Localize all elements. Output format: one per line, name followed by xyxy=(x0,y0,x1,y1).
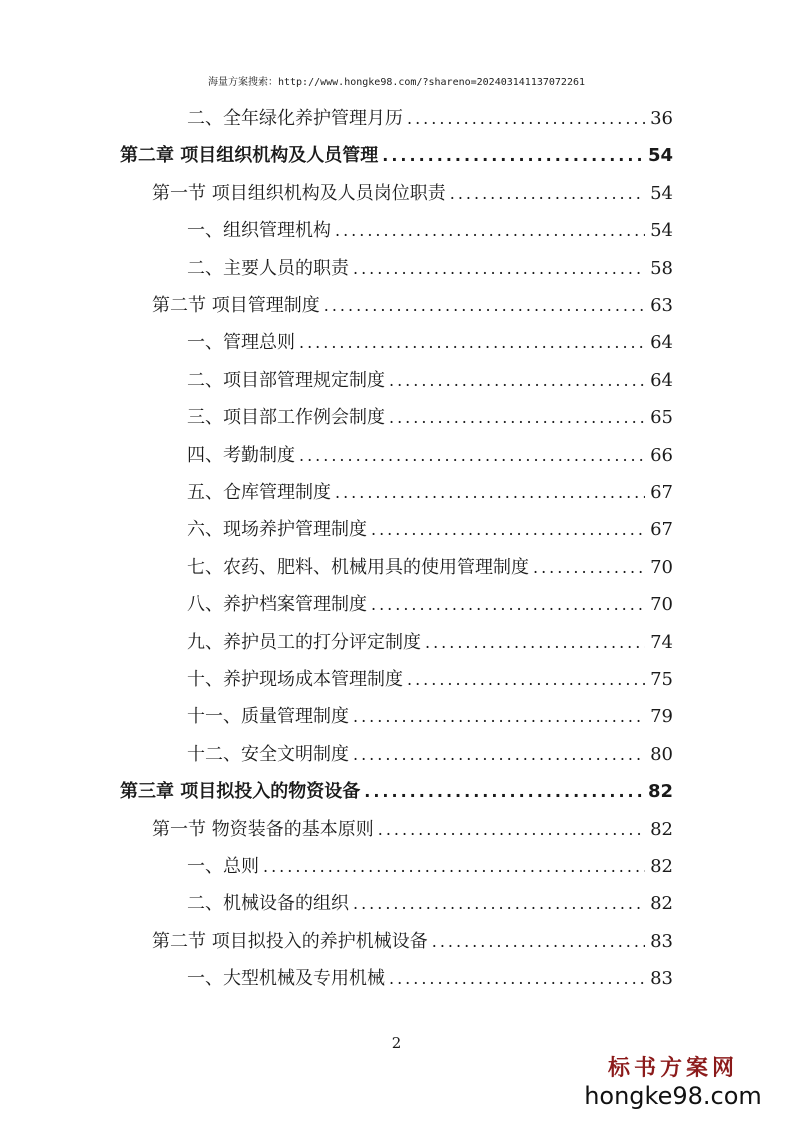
toc-entry-title: 二、项目部管理规定制度 xyxy=(187,369,385,391)
toc-entry-title: 四、考勤制度 xyxy=(187,444,295,466)
toc-leader-dots xyxy=(335,475,645,511)
toc-entry-title: 九、养护员工的打分评定制度 xyxy=(187,631,421,653)
toc-entry[interactable] xyxy=(187,662,673,698)
toc-leader-dots xyxy=(378,812,645,848)
toc-entry[interactable] xyxy=(187,400,673,436)
toc-entry[interactable] xyxy=(152,176,673,212)
toc-entry-title: 二、全年绿化养护管理月历 xyxy=(187,108,403,129)
toc-entry-page: 65 xyxy=(650,407,673,429)
toc-leader-dots xyxy=(364,774,644,810)
toc-leader-dots xyxy=(324,288,645,324)
toc-entry[interactable] xyxy=(152,288,673,324)
toc-entry[interactable] xyxy=(187,849,673,885)
toc-entry-page: 83 xyxy=(650,930,673,952)
toc-leader-dots xyxy=(299,438,645,474)
toc-entry[interactable] xyxy=(187,699,673,735)
toc-entry-page: 54 xyxy=(650,220,673,242)
toc-entry[interactable] xyxy=(152,812,673,848)
toc-entry-title: 第三章 项目拟投入的物资设备 xyxy=(120,781,361,803)
toc-entry[interactable] xyxy=(120,138,673,174)
toc-entry[interactable] xyxy=(187,550,673,586)
toc-leader-dots xyxy=(299,325,645,361)
toc-leader-dots xyxy=(371,587,645,623)
toc-entry-page: 74 xyxy=(650,631,673,653)
toc-leader-dots xyxy=(353,251,645,287)
toc-entry-page: 63 xyxy=(650,295,673,316)
toc-entry[interactable] xyxy=(187,101,673,137)
toc-leader-dots xyxy=(425,625,645,661)
toc-leader-dots xyxy=(353,886,645,922)
toc-entry-page: 79 xyxy=(650,706,673,728)
toc-entry-title: 第一节 物资装备的基本原则 xyxy=(152,818,374,840)
toc-entry-page: 54 xyxy=(650,182,673,204)
toc-entry-title: 第一节 项目组织机构及人员岗位职责 xyxy=(152,182,446,204)
toc-leader-dots xyxy=(389,363,645,399)
toc-entry[interactable] xyxy=(187,363,673,399)
toc-leader-dots xyxy=(382,138,644,174)
toc-leader-dots xyxy=(371,512,645,548)
toc-entry-page: 82 xyxy=(650,856,673,877)
toc-entry-page: 75 xyxy=(650,669,673,690)
toc-entry-page: 67 xyxy=(650,519,673,541)
toc-entry-title: 第二节 项目拟投入的养护机械设备 xyxy=(152,930,428,952)
toc-leader-dots xyxy=(432,924,645,960)
toc-entry-page: 82 xyxy=(650,893,673,915)
toc-entry-page: 54 xyxy=(647,145,673,167)
watermark-cn-text: 标书方案网 xyxy=(607,1055,738,1081)
toc-entry[interactable] xyxy=(187,512,673,548)
toc-entry-title: 七、农药、肥料、机械用具的使用管理制度 xyxy=(187,556,529,578)
toc-entry[interactable] xyxy=(187,587,673,623)
toc-leader-dots xyxy=(450,176,645,212)
toc-entry-title: 六、现场养护管理制度 xyxy=(187,519,367,541)
toc-entry-title: 一、管理总则 xyxy=(187,332,295,354)
toc-entry-title: 二、机械设备的组织 xyxy=(187,893,349,915)
toc-entry-title: 第二章 项目组织机构及人员管理 xyxy=(120,145,379,167)
toc-entry-title: 二、主要人员的职责 xyxy=(187,257,349,279)
toc-entry-page: 64 xyxy=(650,332,673,354)
toc-entry[interactable] xyxy=(120,774,673,810)
toc-entry-title: 五、仓库管理制度 xyxy=(187,482,331,503)
watermark-en-text: hongke98.com xyxy=(584,1082,762,1110)
toc-entry[interactable] xyxy=(187,325,673,361)
toc-entry-title: 十、养护现场成本管理制度 xyxy=(187,669,403,690)
toc-leader-dots xyxy=(263,849,645,885)
toc-entry-title: 第二节 项目管理制度 xyxy=(152,295,320,316)
toc-entry[interactable] xyxy=(187,475,673,511)
toc-entry-page: 58 xyxy=(650,257,673,279)
toc-leader-dots xyxy=(389,400,645,436)
toc-leader-dots xyxy=(353,699,645,735)
toc-entry-title: 八、养护档案管理制度 xyxy=(187,594,367,616)
toc-leader-dots xyxy=(335,213,645,249)
toc-entry[interactable] xyxy=(187,213,673,249)
toc-leader-dots xyxy=(533,550,645,586)
toc-entry[interactable] xyxy=(187,961,673,997)
toc-entry[interactable] xyxy=(187,886,673,922)
toc-entry-title: 三、项目部工作例会制度 xyxy=(187,407,385,429)
toc-leader-dots xyxy=(407,101,645,137)
toc-entry-page: 64 xyxy=(650,369,673,391)
toc-entry-title: 十二、安全文明制度 xyxy=(187,743,349,765)
page-number: 2 xyxy=(391,1034,402,1052)
toc-entry-title: 一、组织管理机构 xyxy=(187,220,331,242)
toc-entry[interactable] xyxy=(187,625,673,661)
toc-entry-page: 70 xyxy=(650,556,673,578)
page-header-url: 海量方案搜索：http://www.hongke98.com/?shareno=202403141137072261 xyxy=(207,77,586,88)
toc-entry[interactable] xyxy=(187,737,673,773)
toc-entry-page: 70 xyxy=(650,594,673,616)
toc-entry[interactable] xyxy=(187,251,673,287)
toc-entry-page: 36 xyxy=(650,108,673,129)
toc-entry[interactable] xyxy=(187,438,673,474)
toc-entry[interactable] xyxy=(152,924,673,960)
toc-leader-dots xyxy=(407,662,645,698)
watermark-logo xyxy=(573,1054,773,1110)
toc-entry-title: 一、大型机械及专用机械 xyxy=(187,968,385,990)
toc-entry-page: 66 xyxy=(650,444,673,466)
toc-entry-page: 80 xyxy=(650,743,673,765)
toc-entry-title: 一、总则 xyxy=(187,856,259,877)
toc-entry-page: 67 xyxy=(650,482,673,503)
toc-entry-page: 83 xyxy=(650,968,673,990)
toc-entry-title: 十一、质量管理制度 xyxy=(187,706,349,728)
toc-entry-page: 82 xyxy=(647,781,673,803)
toc-leader-dots xyxy=(353,737,645,773)
toc-leader-dots xyxy=(389,961,645,997)
toc-entry-page: 82 xyxy=(650,818,673,840)
